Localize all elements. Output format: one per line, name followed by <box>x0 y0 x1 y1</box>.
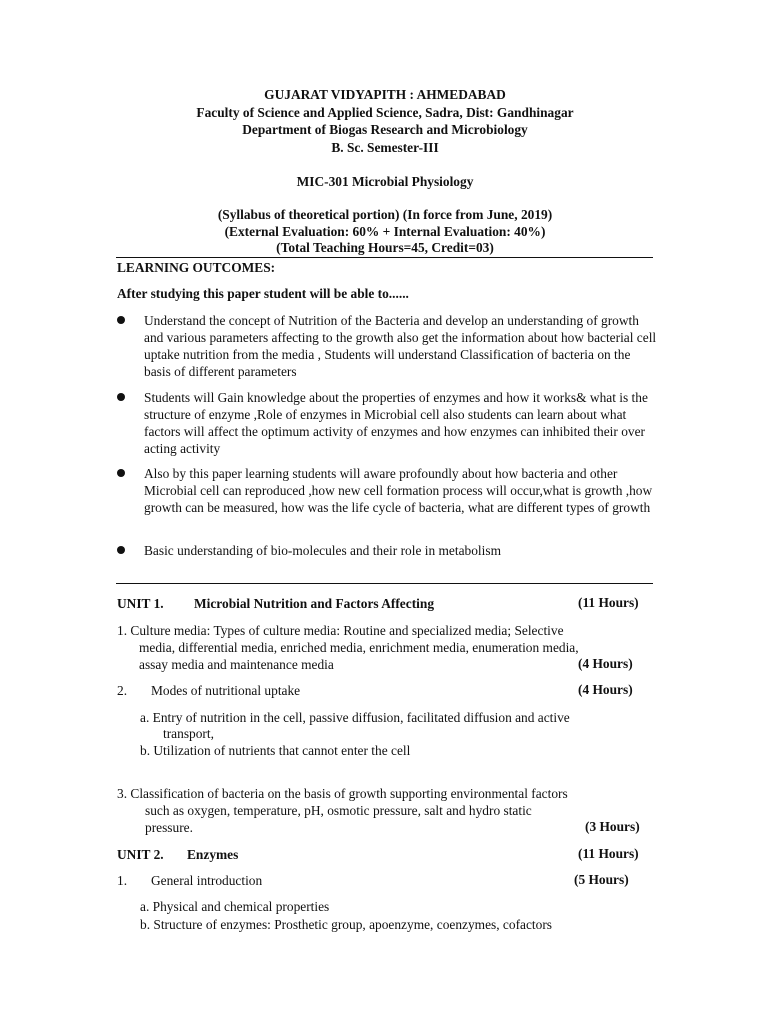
course-title: MIC-301 Microbial Physiology <box>296 174 474 189</box>
unit1-item2-text: Modes of nutritional uptake <box>151 683 301 698</box>
unit2-hours: (11 Hours) <box>578 846 639 861</box>
unit1-item2a-line: transport, <box>163 726 214 741</box>
semester-title: B. Sc. Semester-III <box>331 140 439 155</box>
unit1-item1-line: media, differential media, enriched media, enrichment media, enumeration media, <box>139 640 579 655</box>
unit1-item1-line: assay media and maintenance media <box>139 657 334 672</box>
unit1-item1-hours: (4 Hours) <box>578 656 633 671</box>
unit2-item1-text: General introduction <box>151 873 263 888</box>
unit1-item2b: b. Utilization of nutrients that cannot enter the cell <box>140 743 411 758</box>
outcome-item: Also by this paper learning students will aware profoundly about how bacteria and other Microbial cell can reproduced ,how new cell formation process will occur,what is growth ,how growth can be measured, how was the life cycle of bacteria, what are different types of growth <box>144 466 653 515</box>
unit1-item2a-line: a. Entry of nutrition in the cell, passive diffusion, facilitated diffusion and active <box>140 710 570 725</box>
unit1-item3-line: such as oxygen, temperature, pH, osmotic pressure, salt and hydro static <box>145 803 532 818</box>
department-title: Department of Biogas Research and Microbiology <box>242 122 528 137</box>
outcomes-intro: After studying this paper student will be able to...... <box>117 286 409 301</box>
bullet-icon <box>117 393 125 401</box>
unit1-item2-hours: (4 Hours) <box>578 682 633 697</box>
unit1-hours: (11 Hours) <box>578 595 639 610</box>
unit2-number: UNIT 2. <box>117 847 164 862</box>
bullet-icon <box>117 469 125 477</box>
unit2-item1a: a. Physical and chemical properties <box>140 899 330 914</box>
unit1-item3-hours: (3 Hours) <box>585 819 640 834</box>
outcomes-heading: LEARNING OUTCOMES: <box>117 260 276 275</box>
unit2-item1b: b. Structure of enzymes: Prosthetic group, apoenzyme, coenzymes, cofactors <box>140 917 552 932</box>
unit1-item1-line: 1. Culture media: Types of culture media: Routine and specialized media; Selective <box>117 623 564 638</box>
unit1-title: Microbial Nutrition and Factors Affecting <box>194 596 435 611</box>
bullet-icon <box>117 316 125 324</box>
unit1-item2-number: 2. <box>117 683 128 698</box>
header-divider <box>116 257 653 258</box>
section-divider <box>116 583 653 584</box>
unit1-number: UNIT 1. <box>117 596 164 611</box>
evaluation-note: (External Evaluation: 60% + Internal Evaluation: 40%) <box>224 224 546 239</box>
outcome-item: Understand the concept of Nutrition of the Bacteria and develop an understanding of growth and various parameters affecting to the growth also get the information about how bacterial cell uptake nutrition from the media , Students will understand Classification of bacteria on the basis of different parameters <box>144 313 657 379</box>
unit1-item3-line: pressure. <box>145 820 193 835</box>
unit2-title: Enzymes <box>187 847 239 862</box>
faculty-title: Faculty of Science and Applied Science, Sadra, Dist: Gandhinagar <box>196 105 574 120</box>
unit2-item1-hours: (5 Hours) <box>574 872 629 887</box>
outcome-item: Basic understanding of bio-molecules and their role in metabolism <box>144 543 501 558</box>
unit2-item1-number: 1. <box>117 873 128 888</box>
unit1-item3-line: 3. Classification of bacteria on the basis of growth supporting environmental factors <box>117 786 568 801</box>
teaching-hours-note: (Total Teaching Hours=45, Credit=03) <box>276 240 494 255</box>
university-title: GUJARAT VIDYAPITH : AHMEDABAD <box>264 87 506 102</box>
outcome-item: Students will Gain knowledge about the properties of enzymes and how it works& what is the structure of enzyme ,Role of enzymes in Microbial cell also students can learn about what factors will affect the optimum activity of enzymes and how enzymes can inhibited their over acting activity <box>144 390 648 456</box>
bullet-icon <box>117 546 125 554</box>
syllabus-note: (Syllabus of theoretical portion) (In force from June, 2019) <box>217 207 553 222</box>
